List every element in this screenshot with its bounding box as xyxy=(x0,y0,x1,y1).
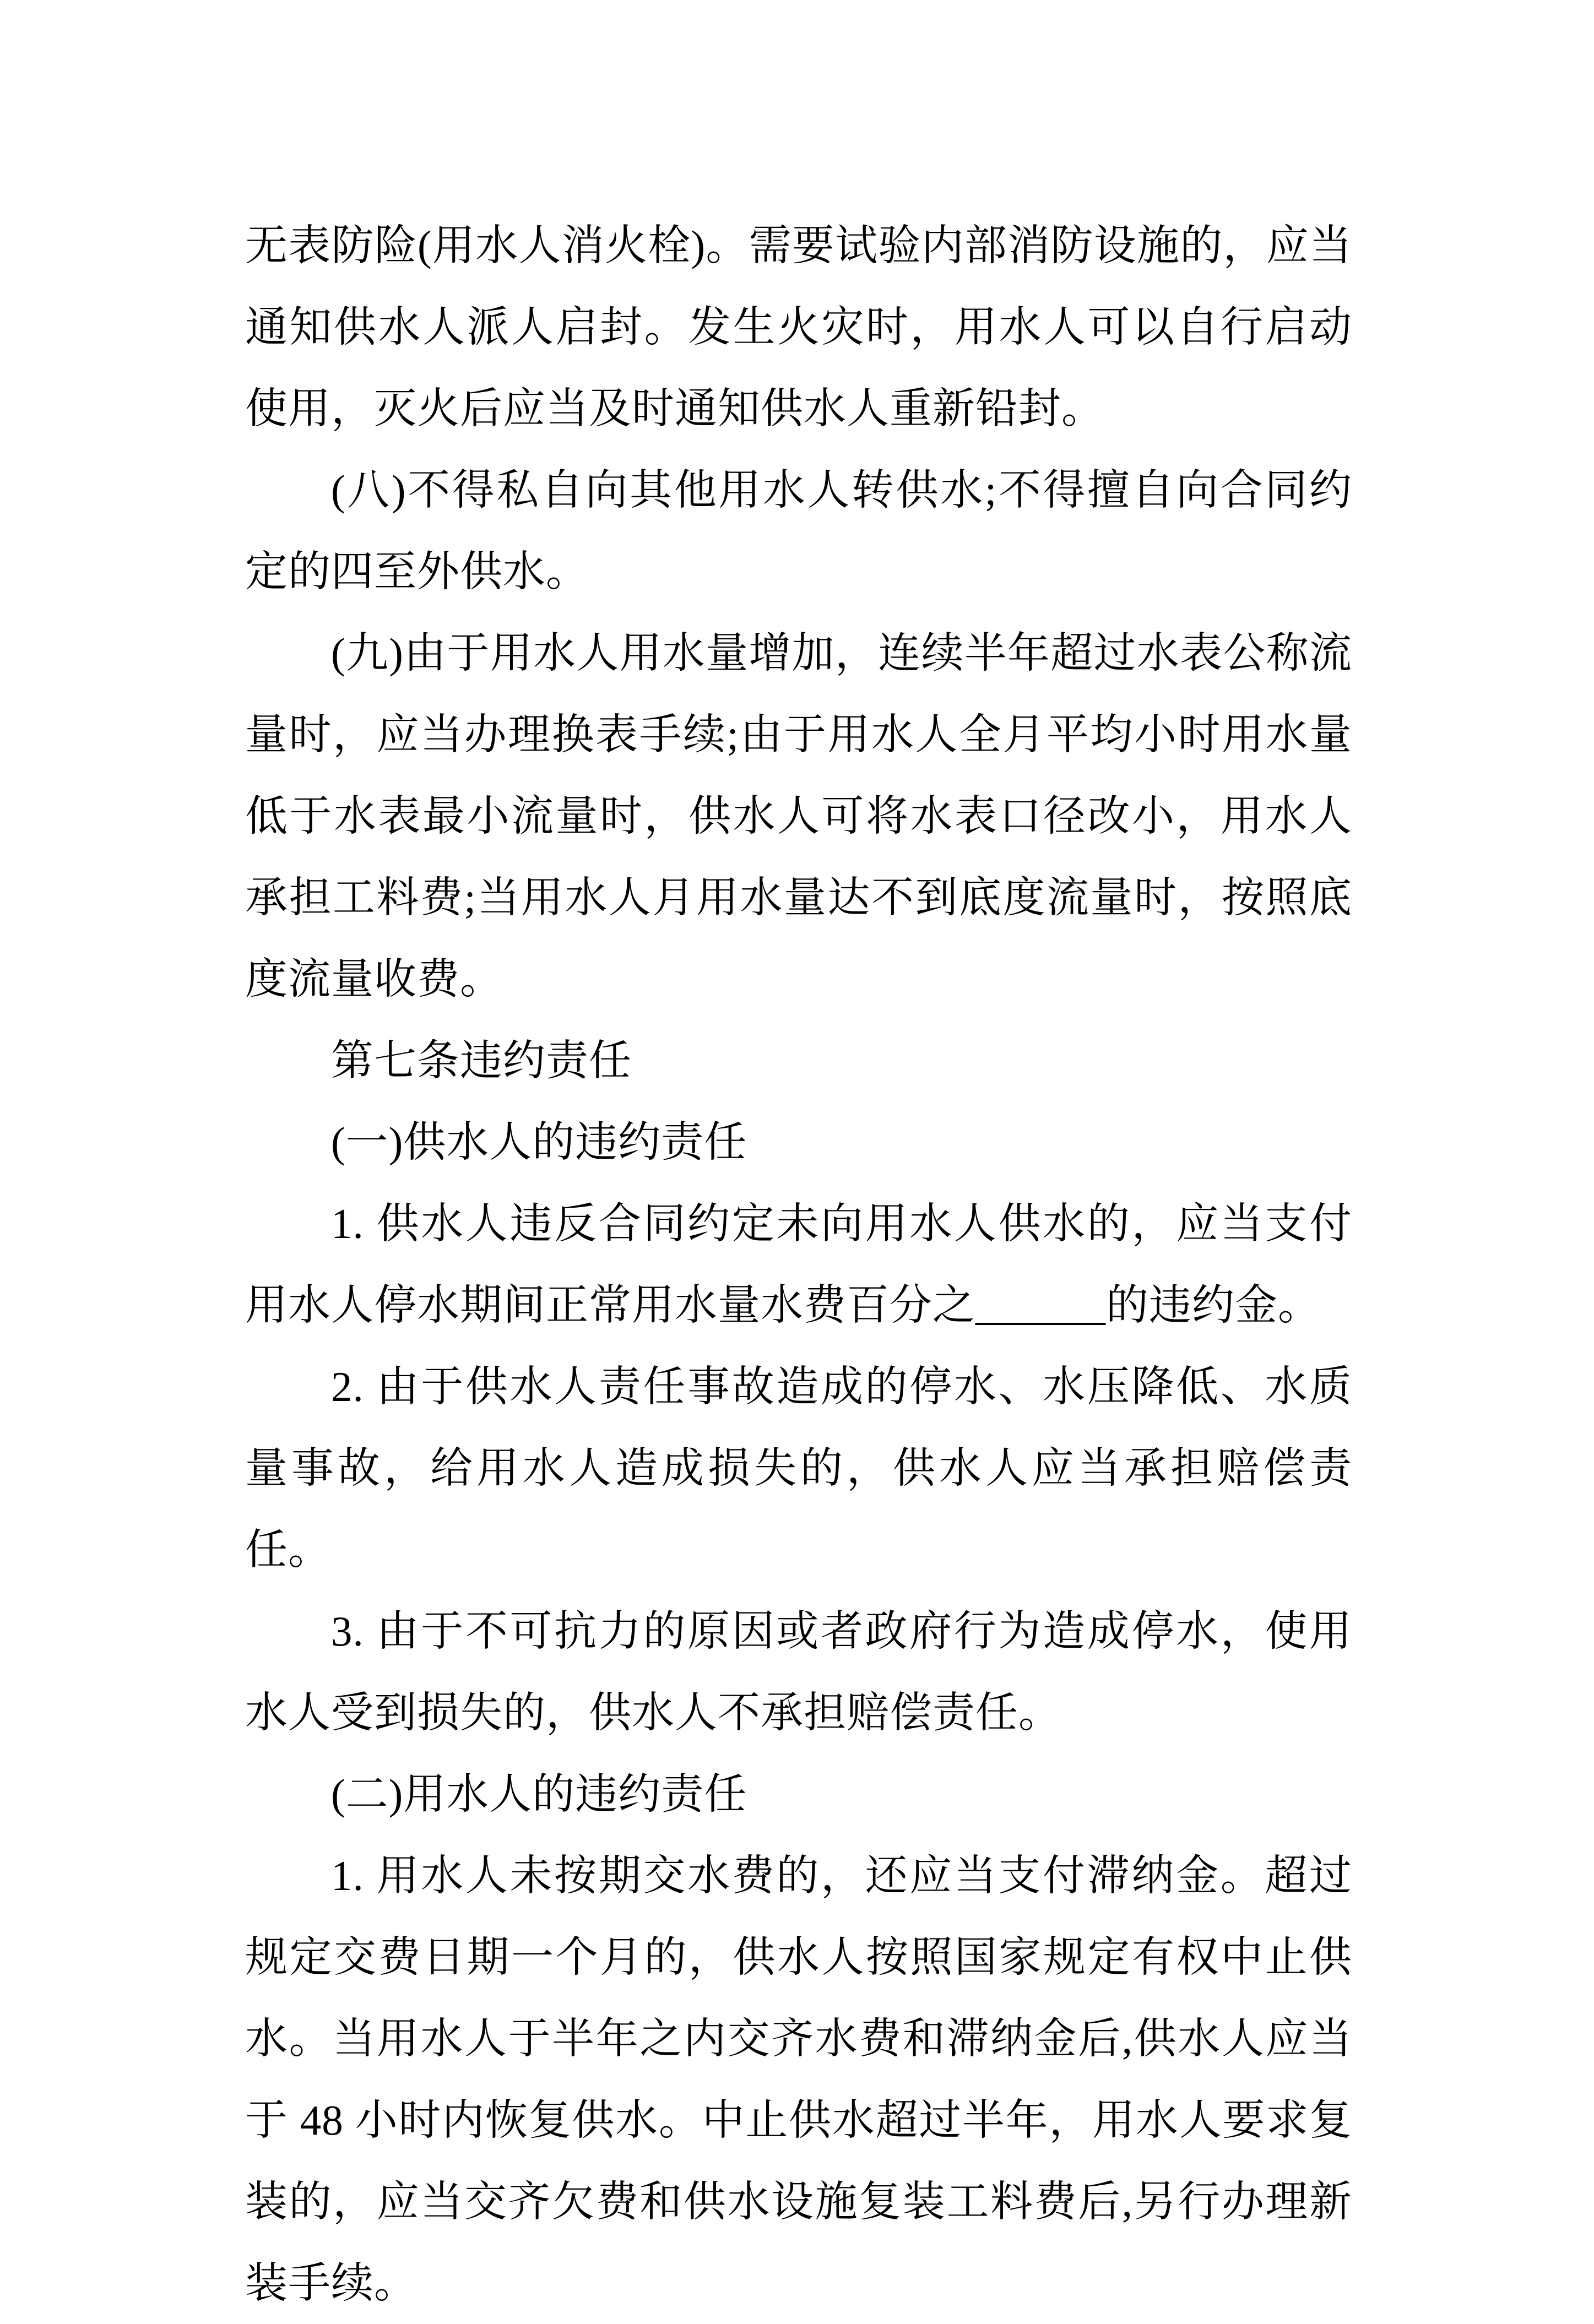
paragraph: (二)用水人的违约责任 xyxy=(331,1771,747,1818)
paragraph: 1. 用水人未按期交水费的，还应当支付滞纳金。超过规定交费日期一个月的，供水人按照国家规定有权中止供水。当用水人于半年之内交齐水费和滞纳金后,供水人应当于 48 小时内恢复供水。中止供水超过半年，用水人要求复装的，应当交齐欠费和供水设施复装工料费后,另行办理新装手续。 xyxy=(245,1852,1352,2307)
paragraph: 1. 供水人违反合同约定未向用水人供水的，应当支付用水人停水期间正常用水量水费百分之______的违约金。 xyxy=(245,1200,1352,1329)
paragraph: 2. 由于供水人责任事故造成的停水、水压降低、水质量事故，给用水人造成损失的，供水人应当承担赔偿责任。 xyxy=(245,1363,1352,1573)
paragraph: 3. 由于不可抗力的原因或者政府行为造成停水，使用水人受到损失的，供水人不承担赔偿责任。 xyxy=(245,1608,1352,1736)
paragraph: 第七条违约责任 xyxy=(331,1037,632,1084)
document-body xyxy=(245,205,1352,2324)
paragraph: 无表防险(用水人消火栓)。需要试验内部消防设施的，应当通知供水人派人启封。发生火灾时，用水人可以自行启动使用，灭火后应当及时通知供水人重新铅封。 xyxy=(245,222,1352,432)
paragraph: (九)由于用水人用水量增加，连续半年超过水表公称流量时，应当办理换表手续;由于用水人全月平均小时用水量低于水表最小流量时，供水人可将水表口径改小，用水人承担工料费;当用水人月用水量达不到底度流量时，按照底度流量收费。 xyxy=(245,629,1352,1003)
paragraph: (一)供水人的违约责任 xyxy=(331,1118,747,1166)
paragraph: (八)不得私自向其他用水人转供水;不得擅自向合同约定的四至外供水。 xyxy=(245,466,1352,595)
